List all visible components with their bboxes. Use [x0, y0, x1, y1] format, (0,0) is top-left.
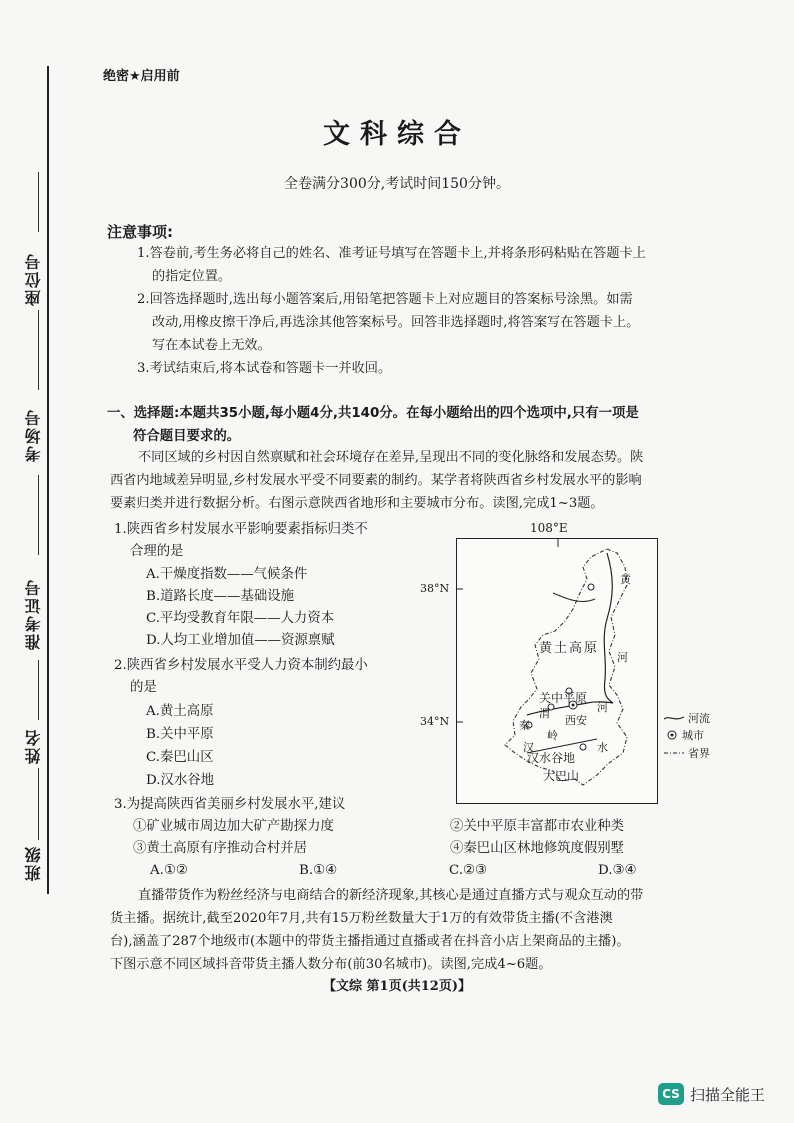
option: D.③④: [598, 863, 637, 878]
option: D.人均工业增加值——资源禀赋: [146, 633, 335, 648]
notice-heading: 注意事项:: [107, 223, 173, 241]
legend-label: 河流: [688, 712, 710, 725]
page-footer: 【文综 第1页(共12页)】: [323, 979, 471, 994]
exam-info: 全卷满分300分,考试时间150分钟。: [284, 176, 510, 192]
statement: ①矿业城市周边加大矿产勘探力度: [133, 819, 334, 834]
name-underline: [38, 660, 39, 720]
room-underline: [38, 310, 39, 390]
ticket-underline: [38, 475, 39, 555]
latitude-label: 34°N: [420, 715, 450, 728]
ticket-label: 准考证号: [24, 578, 43, 650]
statement: ③黄土高原有序推动合村并居: [133, 841, 308, 856]
river-label: 水: [597, 741, 608, 754]
room-label: 考场号: [24, 408, 43, 462]
name-label: 姓名: [24, 728, 43, 764]
option: C.②③: [449, 863, 488, 878]
notice-line: 改动,用橡皮擦干净后,再选涂其他答案标号。回答非选择题时,将答案写在答题卡上。: [152, 315, 640, 330]
legend-border: [664, 745, 710, 761]
region-label: 关中平原: [539, 691, 588, 705]
question-stem: 1.陕西省乡村发展水平影响要素指标归类不: [114, 522, 368, 537]
river-label: 河: [597, 701, 608, 714]
option: B.①④: [299, 863, 338, 878]
question-stem: 3.为提高陕西省美丽乡村发展水平,建议: [114, 797, 346, 812]
section-heading: [107, 402, 639, 448]
city-symbol: [666, 729, 678, 741]
legend-river: [664, 710, 710, 726]
class-underline: [38, 768, 39, 840]
page-title: 文科综合: [323, 119, 471, 150]
option: A.①②: [150, 863, 188, 878]
question-stem: 2.陕西省乡村发展水平受人力资本制约最小: [114, 658, 368, 673]
legend-label: 省界: [688, 747, 710, 760]
notice-line: 2.回答选择题时,选出每小题答案后,用铅笔把答题卡上对应题目的答案标号涂黑。如需: [137, 292, 633, 307]
latitude-label: 38°N: [420, 582, 450, 595]
shaanxi-map: [456, 538, 658, 804]
secret-mark: 绝密★启用前: [103, 69, 180, 84]
statement: ②关中平原丰富都市农业种类: [450, 819, 625, 834]
intro-line: 直播带货作为粉丝经济与电商结合的新经济现象,其核心是通过直播方式与观众互动的带: [138, 888, 644, 903]
option: A.干燥度指数——气候条件: [146, 567, 308, 582]
option: B.关中平原: [146, 727, 214, 742]
option: B.道路长度——基础设施: [146, 589, 295, 604]
option: C.平均受教育年限——人力资本: [146, 611, 335, 626]
river-label: 黄: [620, 573, 631, 586]
option: A.黄土高原: [146, 704, 214, 719]
border-symbol: [664, 749, 684, 757]
city-label: 西安: [565, 714, 587, 727]
class-label: 班级: [24, 845, 43, 881]
river-label: 渭: [539, 707, 550, 720]
region-label: 汉水谷地: [527, 751, 576, 765]
option: D.汉水谷地: [146, 773, 215, 788]
camscanner-logo-icon: CS: [658, 1083, 684, 1105]
question-stem: 合理的是: [130, 544, 184, 559]
region-label: 大巴山: [543, 769, 580, 783]
intro-line: 要素归类并进行数据分析。右图示意陕西省地形和主要城市分布。读图,完成1~3题。: [110, 496, 604, 511]
intro-line: 台),涵盖了287个地级市(本题中的带货主播指通过直播或者在抖音小店上架商品的主播)。: [110, 934, 630, 949]
intro-line: 不同区域的乡村因自然禀赋和社会环境存在差异,呈现出不同的变化脉络和发展态势。陕: [138, 450, 644, 465]
watermark-text: 扫描全能王: [690, 1085, 766, 1104]
notice-line: 写在本试卷上无效。: [152, 338, 271, 353]
scanner-watermark: [658, 1083, 765, 1105]
section-line: 一、选择题:本题共35小题,每小题4分,共140分。在每小题给出的四个选项中,只有一项是: [107, 406, 639, 421]
statement: ④秦巴山区林地修筑度假别墅: [450, 841, 625, 856]
intro-line: 下图示意不同区域抖音带货主播人数分布(前30名城市)。读图,完成4~6题。: [110, 957, 552, 972]
option: C.秦巴山区: [146, 750, 214, 765]
river-label: 河: [617, 651, 628, 664]
region-label: 黄土高原: [539, 641, 600, 656]
river-label: 汉: [523, 741, 534, 754]
intro-line: 西省内地域差异明显,乡村发展水平受不同要素的制约。某学者将陕西省乡村发展水平的影响: [110, 473, 642, 488]
region-label: 秦: [519, 719, 530, 732]
longitude-label: 108°E: [530, 521, 568, 535]
region-label: 岭: [547, 729, 558, 742]
section-line: 符合题目要求的。: [133, 429, 241, 444]
notice-line: 1.答卷前,考生务必将自己的姓名、准考证号填写在答题卡上,并将条形码粘贴在答题卡上: [137, 246, 646, 261]
intro-line: 货主播。据统计,截至2020年7月,共有15万粉丝数量大于1万的有效带货主播(不含港澳: [110, 911, 613, 926]
seat-label: 座位号: [24, 252, 43, 306]
river-symbol: [664, 714, 684, 722]
notice-line: 的指定位置。: [152, 269, 232, 284]
legend-city: [666, 727, 704, 743]
notice-line: 3.考试结束后,将本试卷和答题卡一并收回。: [137, 361, 392, 376]
question-stem: 的是: [130, 680, 157, 695]
legend-label: 城市: [682, 729, 704, 742]
